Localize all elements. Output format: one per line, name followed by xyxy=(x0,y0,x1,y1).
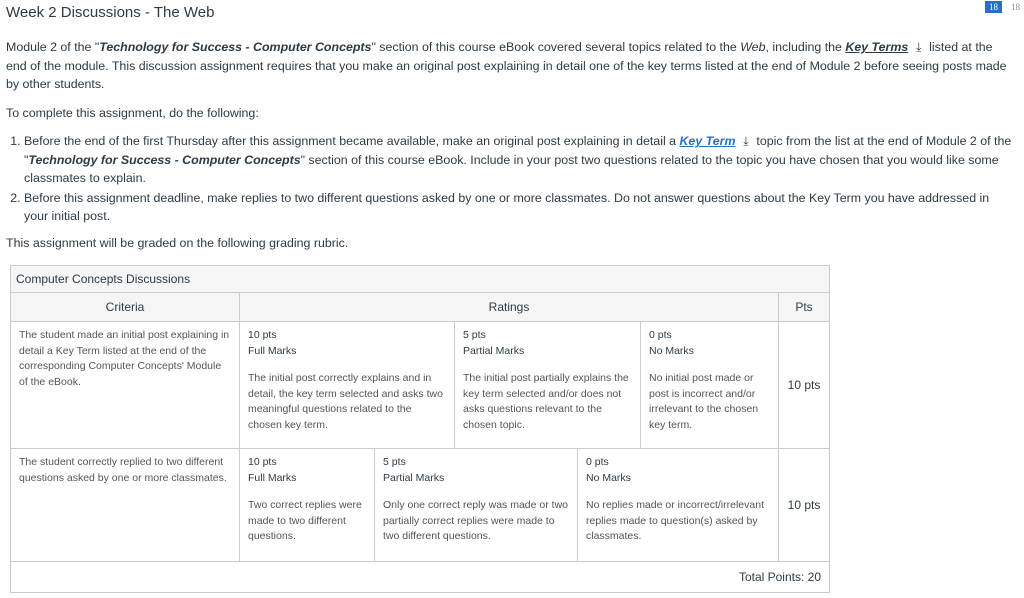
rubric-intro: This assignment will be graded on the following grading rubric. xyxy=(6,235,349,250)
criterion-description: The student correctly replied to two different questions asked by one or more classmates. xyxy=(11,449,240,562)
key-terms-link[interactable]: Key Terms xyxy=(845,40,909,54)
page-title: Week 2 Discussions - The Web xyxy=(6,4,215,21)
intro-paragraph: Module 2 of the "Technology for Success - Computer Concepts" section of this course eBook covered several topics related to the Web, including the Key Terms ⤓ listed at the end of the module. This discussion assignment requires that you make an original post explaining in detail one of the key terms listed at the end of Module 2 before seeing posts made by other students. xyxy=(6,40,1007,91)
steps-list xyxy=(6,132,1016,226)
download-icon[interactable]: ⤓ xyxy=(916,40,922,54)
ratings-cell xyxy=(240,449,779,562)
rubric-caption: Computer Concepts Discussions xyxy=(11,266,830,293)
instructions-lead: To complete this assignment, do the following: xyxy=(6,105,259,120)
ebook-title: Technology for Success - Computer Concepts xyxy=(99,40,372,54)
criterion-points: 10 pts xyxy=(779,322,830,449)
rating-cell[interactable]: 5 pts Partial Marks Only one correct reply was made or two partially correct replies were made to two different questions. xyxy=(375,449,578,561)
rating-cell[interactable]: 0 pts No Marks No replies made or incorrect/irrelevant replies made to question(s) asked by classmates. xyxy=(586,456,764,542)
rubric-row xyxy=(11,322,830,449)
download-icon[interactable]: ⤓ xyxy=(743,134,749,148)
rating-cell[interactable]: 10 pts Full Marks The initial post correctly explains and in detail, the key term selected and asks two meaningful questions related to the chosen key term. xyxy=(240,322,455,448)
criterion-description: The student made an initial post explaining in detail a Key Term listed at the end of the corresponding Computer Concepts' Module of the eBook. xyxy=(11,322,240,449)
rating-cell[interactable]: 10 pts Full Marks Two correct replies were made to two different questions. xyxy=(240,449,375,561)
rating-cell[interactable]: 0 pts No Marks No initial post made or post is incorrect and/or irrelevant to the chosen key term. xyxy=(649,329,759,431)
ebook-title: Technology for Success - Computer Concepts xyxy=(28,152,301,167)
step-1: 1. Before the end of the first Thursday after this assignment became available, make an original post explaining in detail a Key Term ⤓ topic from the list at the end of Module 2 of the "Technology for Success - Computer Concepts" section of this course eBook. Include in your post two questions related to the topic you have chosen that you would like some classmates to explain. xyxy=(24,132,1016,188)
key-term-link[interactable]: Key Term xyxy=(679,134,736,148)
step-2: 2. Before this assignment deadline, make replies to two different questions asked by one or more classmates. Do not answer questions about the Key Term you have addressed in your initial post. xyxy=(24,189,1016,226)
assignment-description xyxy=(6,38,1016,262)
rubric-row xyxy=(11,449,830,562)
notification-badge[interactable]: 18 xyxy=(985,1,1002,13)
rubric-table xyxy=(10,265,830,593)
rating-cell[interactable]: 5 pts Partial Marks The initial post partially explains the key term selected and/or does not asks questions relevant to the chosen topic. xyxy=(455,322,641,448)
ratings-header: Ratings xyxy=(240,293,779,322)
criteria-header: Criteria xyxy=(11,293,240,322)
badge-count: 18 xyxy=(1011,2,1020,12)
total-points: Total Points: 20 xyxy=(11,562,830,593)
pts-header: Pts xyxy=(779,293,830,322)
ratings-cell xyxy=(240,322,779,449)
criterion-points: 10 pts xyxy=(779,449,830,562)
